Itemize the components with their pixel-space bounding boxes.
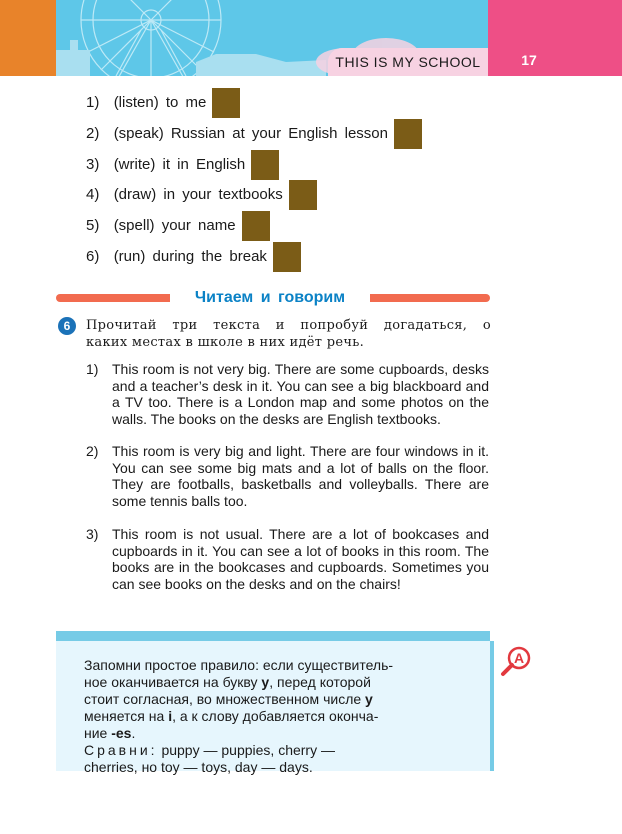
rule-line: меняется на (84, 708, 169, 724)
section-heading: Читаем и говорим (170, 287, 370, 309)
task-number-badge: 6 (58, 317, 76, 335)
rule-ending: -es (111, 725, 132, 741)
list-item (86, 119, 422, 149)
rule-line: , перед которой (269, 674, 371, 690)
item-text: (draw) in your textbooks (113, 186, 283, 203)
item-number: 3) (86, 156, 100, 173)
page-number: 17 (521, 52, 537, 68)
item-number: 4) (86, 186, 100, 203)
text-number: 3) (86, 526, 99, 542)
rule-line: cherries, но toy — toys, day — days. (84, 759, 313, 775)
header-orange-block (0, 0, 56, 76)
rule-line: ние (84, 725, 112, 741)
task-instruction (86, 317, 491, 351)
rule-letter: i (168, 708, 173, 724)
list-item (86, 242, 301, 272)
item-number: 6) (86, 248, 100, 265)
answer-box (251, 150, 279, 180)
instruction-line: Прочитай три текста и попробуй догадаться, о (86, 318, 491, 333)
reading-text: This room is not usual. There are a lot of bookcases and cupboards in it. You can see a lot of books in this room. The books are in the bookcases and cupboards. Sometimes you can see books on the desks and on the chairs! (112, 526, 489, 592)
compare-label: Сравни: (84, 742, 158, 758)
answer-box (212, 88, 240, 118)
item-text: (listen) to me (113, 94, 207, 111)
reading-text: This room is not very big. There are some cupboards, desks and a teacher’s desk in it. You can see a big blackboard and a TV too. There is a London map and some photos on the walls. The books on the desks are English textbooks. (112, 361, 489, 427)
item-number: 2) (86, 125, 100, 142)
text-number: 1) (86, 361, 99, 377)
rule-box-top-bar (56, 631, 490, 641)
banner-line-right (360, 294, 490, 302)
reading-text: This room is very big and light. There are four windows in it. You can see some big mats and a lot of balls on the floor. They are footballs, basketballs and volleyballs. There are some tennis balls too. (112, 443, 489, 509)
list-item (86, 150, 279, 180)
magnifier-icon (500, 644, 534, 678)
rule-line: Запомни простое правило: если существитель- (84, 657, 394, 673)
answer-box (394, 119, 422, 149)
rule-line: стоит согласная, во множественном числе (84, 691, 366, 707)
list-item (86, 211, 270, 241)
list-item (86, 180, 317, 210)
item-text: (write) it in English (113, 156, 246, 173)
rule-text (84, 657, 457, 776)
item-number: 1) (86, 94, 100, 111)
answer-box (289, 180, 317, 210)
list-item (86, 88, 240, 118)
rule-letter: y (365, 691, 373, 707)
instruction-line: каких местах в школе в них идёт речь. (86, 335, 365, 350)
item-text: (run) during the break (113, 248, 267, 265)
banner-line-left (56, 294, 180, 302)
rule-letter: y (261, 674, 270, 690)
magnifier-letter: A (513, 650, 525, 666)
section-running-title: THIS IS MY SCHOOL (335, 54, 481, 70)
rule-line: ное оканчивается на букву (84, 674, 262, 690)
item-text: (speak) Russian at your English lesson (113, 125, 388, 142)
rule-line: puppy — puppies, cherry — (157, 742, 335, 758)
answer-box (242, 211, 270, 241)
text-number: 2) (86, 443, 99, 459)
rule-line: . (131, 725, 136, 741)
item-number: 5) (86, 217, 100, 234)
item-text: (spell) your name (113, 217, 236, 234)
answer-box (273, 242, 301, 272)
rule-line: , а к слову добавляется оконча- (172, 708, 379, 724)
